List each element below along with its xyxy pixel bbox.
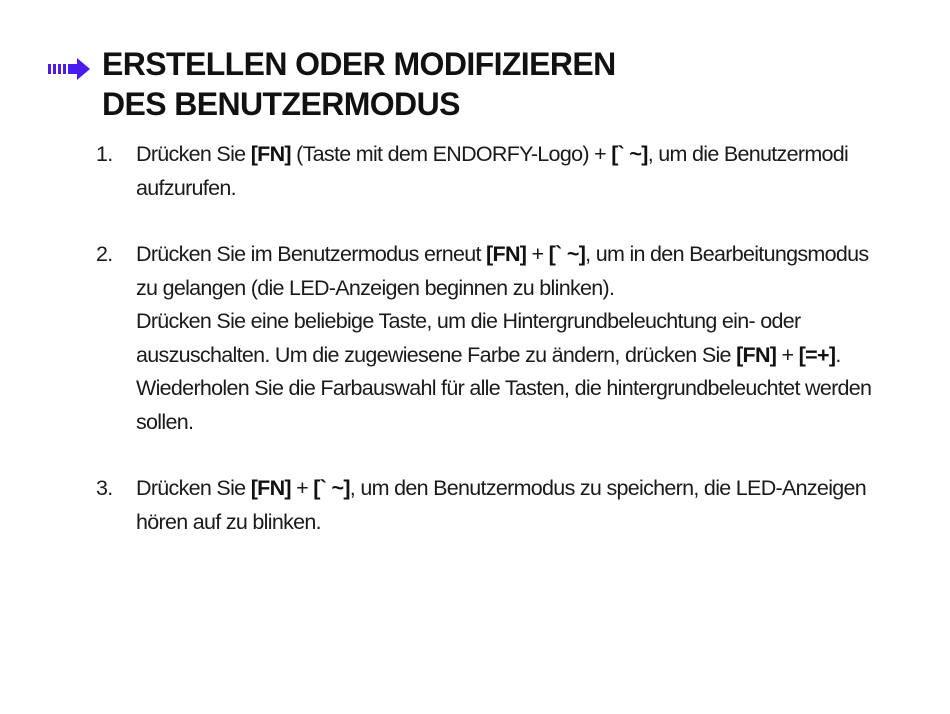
step-text-segment: . Wiederholen Sie die Farbauswahl für alle Tasten, die hintergrundbeleuchtet werden sollen. xyxy=(136,342,872,434)
step-number: 1. xyxy=(96,142,113,166)
step-text-segment: Drücken Sie eine beliebige Taste, um die Hintergrundbeleuchtung ein- oder auszuschalten. Um die zugewiesene Farbe zu ändern, drücken Sie xyxy=(136,309,801,367)
heading-line-2: DES BENUTZERMODUS xyxy=(102,86,460,122)
step-text-segment: + xyxy=(290,476,314,500)
key-combo-fn: [FN] xyxy=(736,342,777,367)
step-number: 3. xyxy=(96,476,113,500)
step-text-continued xyxy=(136,305,876,439)
key-combo-tilde: [` ~] xyxy=(611,142,648,166)
step-item xyxy=(96,238,876,439)
step-text xyxy=(136,138,876,205)
steps-list xyxy=(96,138,876,572)
step-text xyxy=(136,238,876,305)
step-text-segment: Drücken Sie im Benutzermodus erneut xyxy=(136,242,487,266)
step-text-segment: (Taste mit dem ENDORFY-Logo) + xyxy=(290,142,612,166)
key-combo-tilde: [` ~] xyxy=(548,242,586,266)
step-text-segment: Drücken Sie xyxy=(136,476,251,500)
step-text-segment: + xyxy=(526,242,549,266)
step-text-segment: , um den Benutzermodus zu speichern, die LED-Anzeigen hören auf zu blinken. xyxy=(136,476,867,534)
step-text-segment: + xyxy=(776,342,799,367)
step-number: 2. xyxy=(96,242,113,266)
key-combo-equals-plus: [=+] xyxy=(798,342,836,367)
key-combo-fn: [FN] xyxy=(250,476,291,500)
heading-line-1: ERSTELLEN ODER MODIFIZIEREN xyxy=(102,46,616,82)
step-text-segment: , um die Benutzermodi aufzurufen. xyxy=(136,142,849,200)
step-text-segment: , um in den Bearbeitungsmodus zu gelangen (die LED-Anzeigen beginnen zu blinken). xyxy=(136,242,869,300)
key-combo-fn: [FN] xyxy=(250,142,291,166)
step-item xyxy=(96,472,876,539)
arrow-right-icon xyxy=(48,58,94,80)
step-item xyxy=(96,138,876,205)
step-text xyxy=(136,472,876,539)
section-heading xyxy=(102,44,616,124)
step-text-segment: Drücken Sie xyxy=(136,142,251,166)
key-combo-tilde: [` ~] xyxy=(313,476,350,500)
key-combo-fn: [FN] xyxy=(486,242,527,266)
